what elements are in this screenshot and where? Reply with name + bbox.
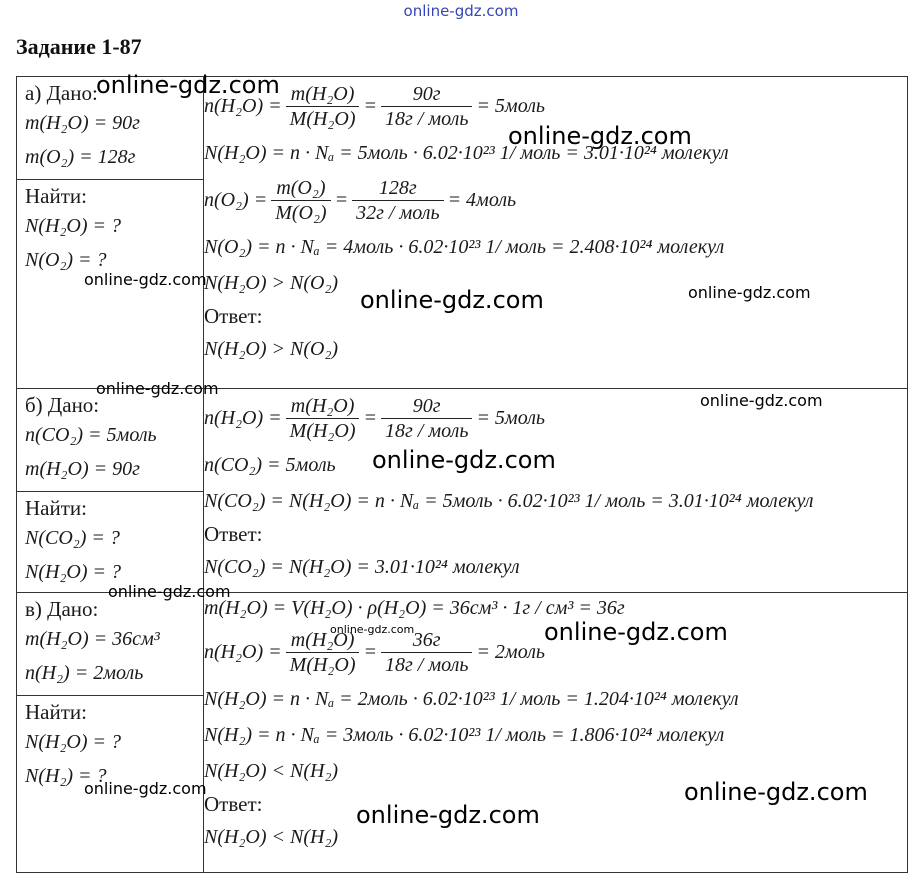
given-label: в) Дано:: [25, 597, 99, 621]
find-item: N(H₂) = ?: [25, 765, 107, 787]
task-title: Задание 1-87: [16, 34, 142, 59]
part-b-find: [17, 492, 203, 589]
given-item: m(O₂) = 128г: [25, 146, 136, 168]
given-label: б) Дано:: [25, 393, 100, 417]
answer-value: N(CO₂) = N(H₂O) = 3.01·10²⁴ молекул: [204, 556, 520, 578]
given-item: n(H₂) = 2моль: [25, 662, 144, 684]
watermark: online-gdz.com: [508, 122, 692, 150]
answer-label: Ответ:: [204, 792, 263, 816]
watermark: online-gdz.com: [84, 270, 207, 289]
find-item: N(H₂O) = ?: [25, 731, 121, 753]
fraction: $\frac{\text{m(H₂O)}}{\text{M(H₂O)}}$: [286, 82, 360, 131]
answer-label: Ответ:: [204, 522, 263, 546]
given-item: m(H₂O) = 90г: [25, 458, 140, 480]
watermark: online-gdz.com: [356, 801, 540, 829]
answer-value: N(H₂O) > N(O₂): [204, 338, 339, 360]
answer-value: N(H₂O) < N(H₂): [204, 826, 339, 848]
fraction: $\frac{\text{m(H₂O)}}{\text{M(H₂O)}}$: [286, 394, 360, 443]
solution-table: [16, 76, 908, 873]
formula-line: n(CO₂) = 5моль: [204, 454, 336, 476]
find-item: N(H₂O) = ?: [25, 215, 121, 237]
formula-line: N(H₂O) = n · Nₐ = 5моль · 6.02·10²³ 1/ моль = 3.01·10²⁴ молекул: [204, 142, 729, 164]
watermark: online-gdz.com: [688, 283, 811, 302]
given-label: а) Дано:: [25, 81, 98, 105]
formula-line: N(O₂) = n · Nₐ = 4моль · 6.02·10²³ 1/ моль = 2.408·10²⁴ молекул: [204, 236, 725, 258]
part-a-row: [17, 77, 908, 389]
answer-label: Ответ:: [204, 304, 263, 328]
part-b-conditions: [17, 389, 204, 593]
formula-line: N(H₂O) = n · Nₐ = 2моль · 6.02·10²³ 1/ моль = 1.204·10²⁴ молекул: [204, 688, 739, 710]
formula-line: n(H₂O) = $\frac{\text{m(H₂O)}}{\text{M(H₂O)}}$ = $\frac{90г}{\text{18г / моль}}$ = 5моль: [204, 82, 546, 130]
find-item: N(O₂) = ?: [25, 249, 107, 271]
find-item: N(CO₂) = ?: [25, 527, 120, 549]
watermark: online-gdz.com: [330, 623, 415, 636]
find-item: N(H₂O) = ?: [25, 561, 121, 583]
part-c-conditions: [17, 593, 204, 873]
watermark: online-gdz.com: [700, 391, 823, 410]
watermark: online-gdz.com: [372, 446, 556, 474]
fraction: $\frac{\text{m(O₂)}}{\text{M(O₂)}}$: [271, 176, 330, 225]
fraction: $\frac{36г}{\text{18г / моль}}$: [381, 628, 472, 677]
find-label: Найти:: [25, 700, 87, 724]
given-item: n(CO₂) = 5моль: [25, 424, 157, 446]
formula-line: N(CO₂) = N(H₂O) = n · Nₐ = 5моль · 6.02·10²³ 1/ моль = 3.01·10²⁴ молекул: [204, 490, 814, 512]
fraction: $\frac{128г}{\text{32г / моль}}$: [352, 176, 443, 225]
part-c-given: [17, 593, 203, 696]
given-item: m(H₂O) = 36см³: [25, 628, 160, 650]
part-b-solution: [204, 389, 908, 593]
watermark: online-gdz.com: [684, 778, 868, 806]
formula-line: m(H₂O) = V(H₂O) · ρ(H₂O) = 36см³ · 1г / см³ = 36г: [204, 597, 625, 619]
watermark: online-gdz.com: [84, 779, 207, 798]
watermark: online-gdz.com: [96, 379, 219, 398]
part-a-find: [17, 180, 203, 277]
watermark: online-gdz.com: [544, 618, 728, 646]
formula-line: N(H₂O) < N(H₂): [204, 760, 339, 782]
given-item: m(H₂O) = 90г: [25, 112, 140, 134]
formula-line: N(H₂O) > N(O₂): [204, 272, 339, 294]
part-b-row: [17, 389, 908, 593]
part-c-row: [17, 593, 908, 873]
fraction: $\frac{\text{m(H₂O)}}{\text{M(H₂O)}}$: [286, 628, 360, 677]
fraction: $\frac{90г}{\text{18г / моль}}$: [381, 82, 472, 131]
formula-line: N(H₂) = n · Nₐ = 3моль · 6.02·10²³ 1/ моль = 1.806·10²⁴ молекул: [204, 724, 725, 746]
formula-line: n(H₂O) = $\frac{\text{m(H₂O)}}{\text{M(H₂O)}}$ = $\frac{36г}{\text{18г / моль}}$ = 2моль: [204, 628, 546, 676]
part-a-conditions: [17, 77, 204, 389]
part-b-given: [17, 389, 203, 492]
fraction: $\frac{90г}{\text{18г / моль}}$: [381, 394, 472, 443]
watermark: online-gdz.com: [108, 582, 231, 601]
watermark: online-gdz.com: [96, 71, 280, 99]
formula-line: n(O₂) = $\frac{\text{m(O₂)}}{\text{M(O₂)}}$ = $\frac{128г}{\text{32г / моль}}$ = 4моль: [204, 176, 517, 224]
find-label: Найти:: [25, 184, 87, 208]
formula-line: n(H₂O) = $\frac{\text{m(H₂O)}}{\text{M(H₂O)}}$ = $\frac{90г}{\text{18г / моль}}$ = 5моль: [204, 394, 546, 442]
find-label: Найти:: [25, 496, 87, 520]
watermark: online-gdz.com: [360, 286, 544, 314]
site-header-link[interactable]: online-gdz.com: [403, 2, 519, 20]
